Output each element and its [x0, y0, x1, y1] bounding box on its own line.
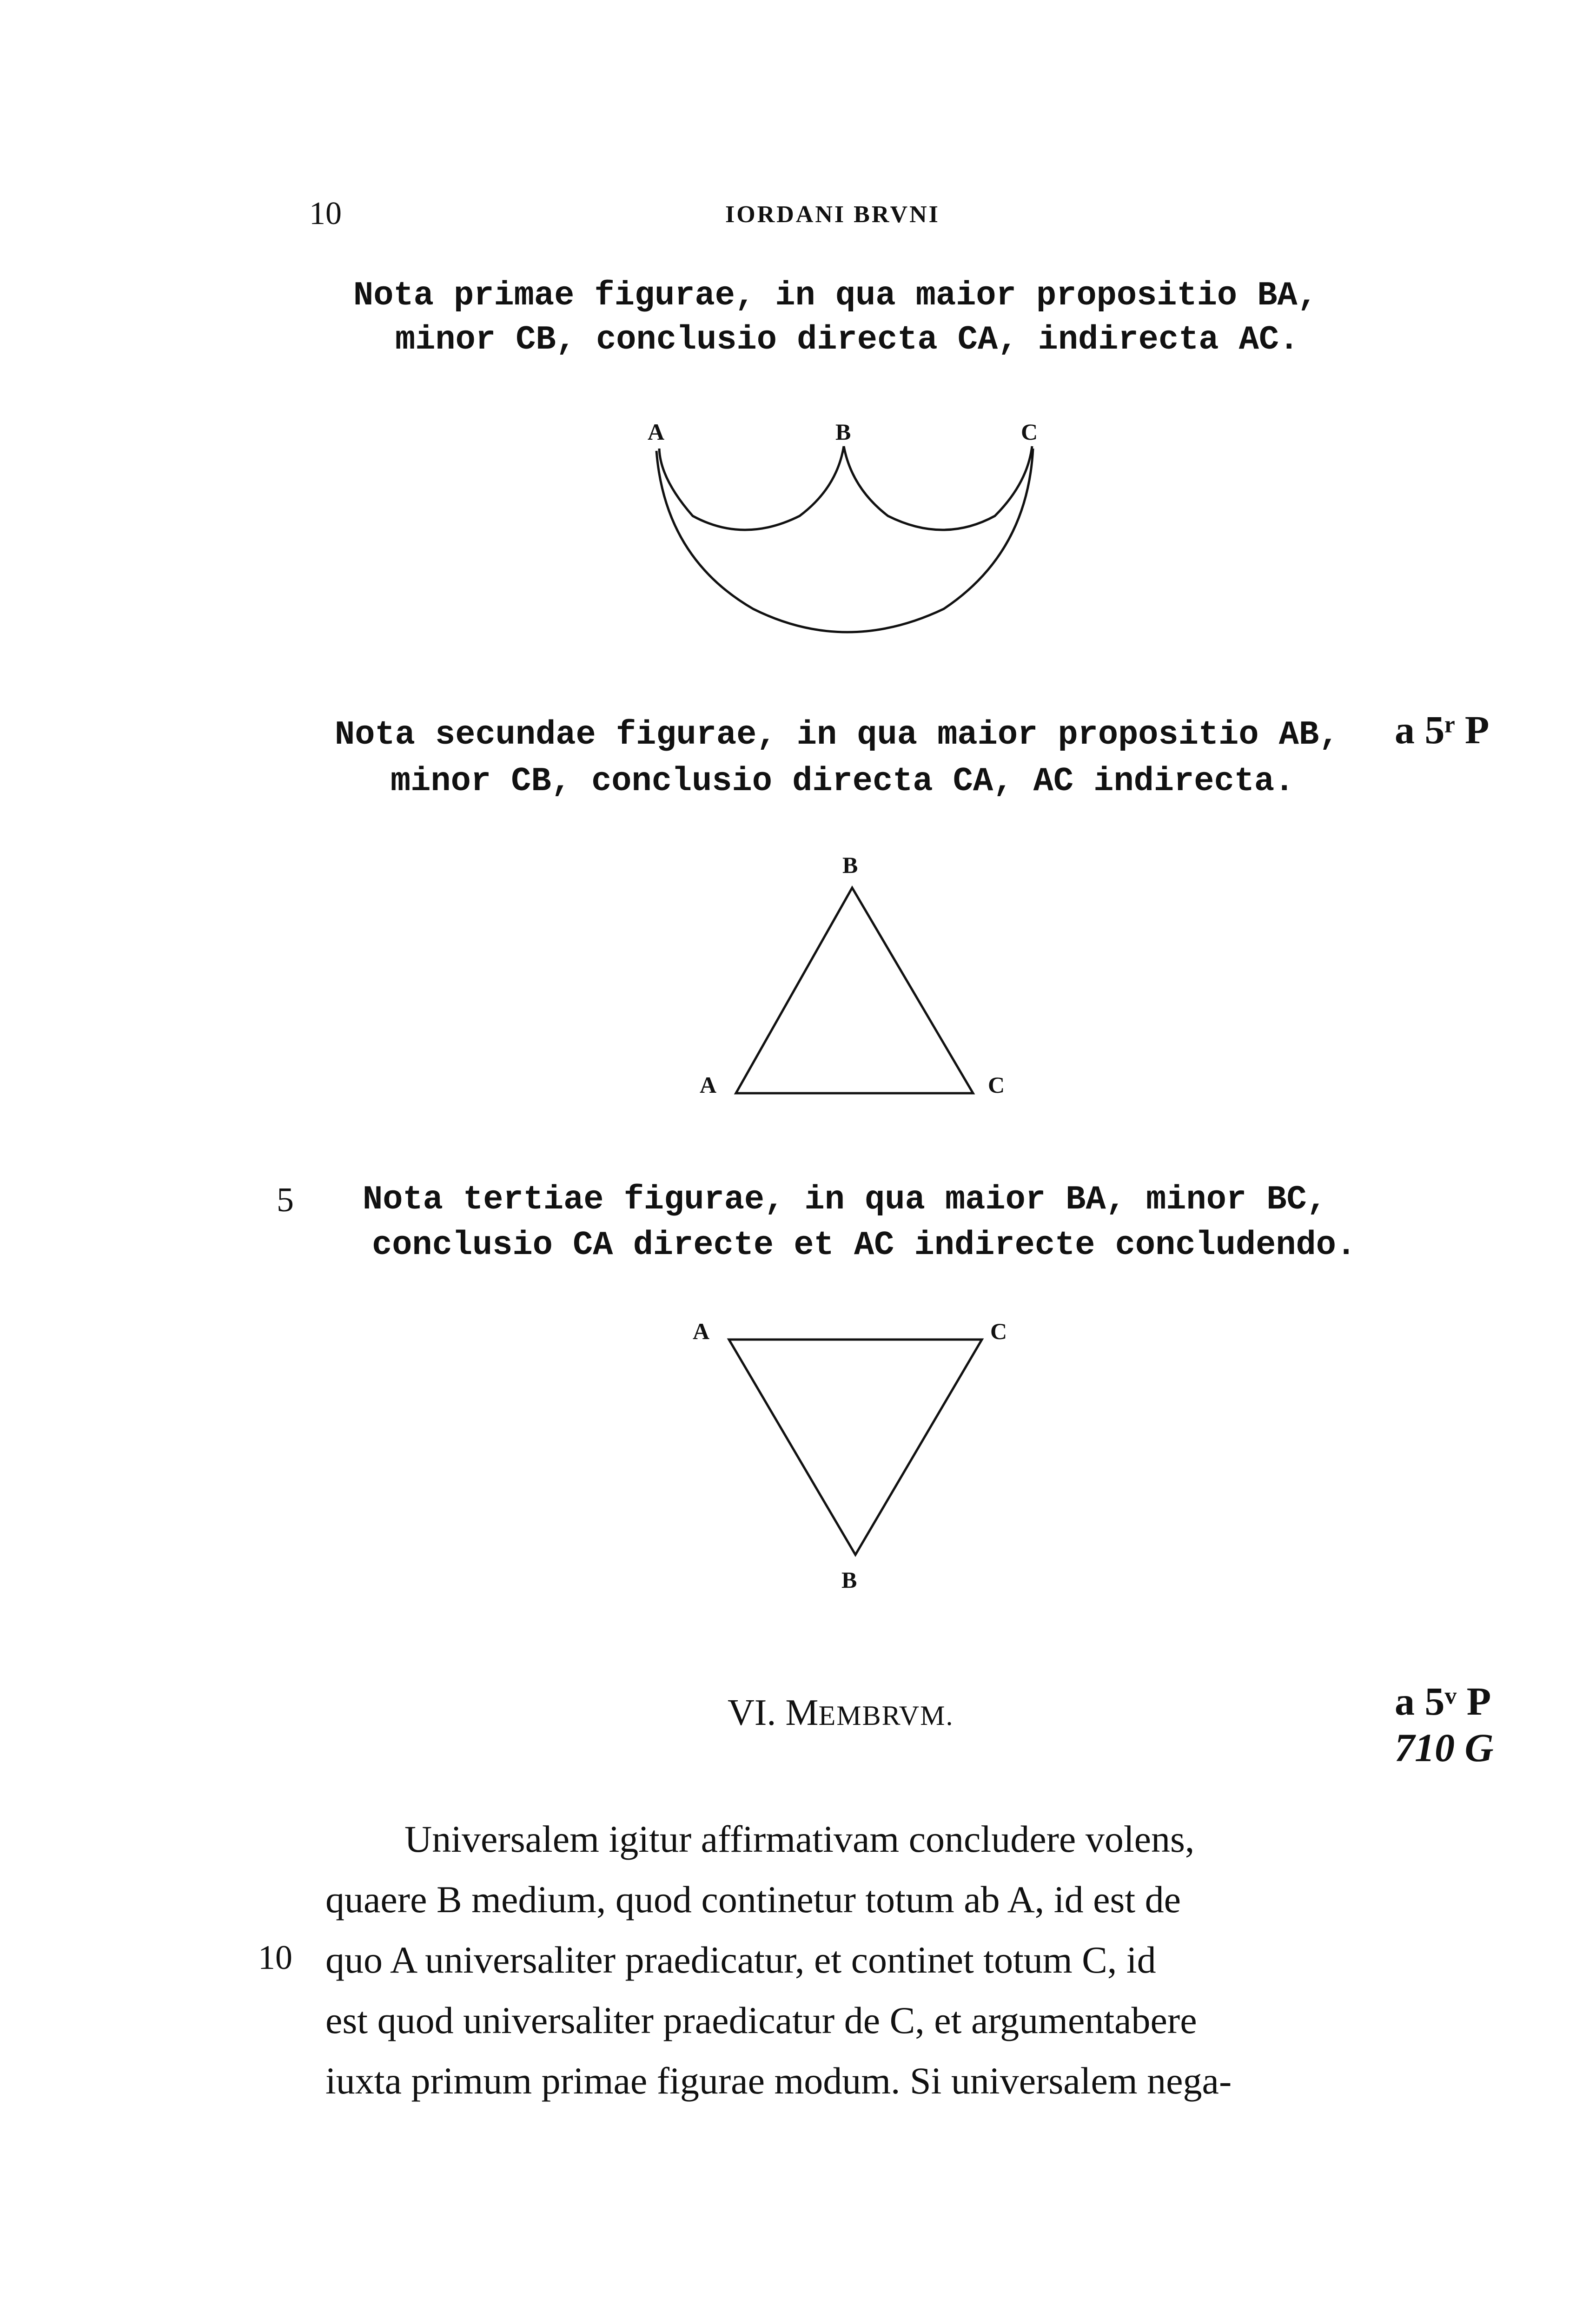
figure1-arc-ac: [656, 449, 1033, 632]
figure1-label-b: B: [835, 419, 851, 445]
figure3-diagram: [729, 1340, 982, 1555]
margin-note-5r: a 5ʳ P: [1395, 707, 1490, 752]
figure3-label-b: B: [841, 1567, 857, 1593]
figure2-diagram: [736, 888, 973, 1093]
figure3-caption-line1: Nota tertiae figurae, in qua maior BA, minor BC,: [363, 1181, 1327, 1219]
page-number: 10: [309, 196, 342, 231]
section-roman: VI.: [728, 1692, 776, 1733]
section-title-rest: EMBRVM.: [818, 1700, 954, 1731]
body-line-3: quo A universaliter praedicatur, et continet totum C, id: [325, 1939, 1156, 1981]
figure1-arc-ab: [659, 446, 844, 530]
margin-note-710g: 710 G: [1395, 1725, 1494, 1770]
figure1-diagram: [656, 446, 1033, 632]
figure1-caption-line1: Nota primae figurae, in qua maior propositio BA,: [353, 277, 1318, 315]
line-number-5: 5: [277, 1181, 294, 1219]
figure1-arc-bc: [844, 446, 1032, 530]
figure1-caption-line2: minor CB, conclusio directa CA, indirecta AC.: [395, 321, 1299, 359]
figure3-label-c: C: [990, 1318, 1007, 1344]
figure3-caption-line2: conclusio CA directe et AC indirecte concludendo.: [372, 1226, 1357, 1264]
figure1-label-c: C: [1021, 419, 1038, 445]
body-line-2: quaere B medium, quod continetur totum ab A, id est de: [325, 1878, 1181, 1921]
figure2-caption-line1: Nota secundae figurae, in qua maior propositio AB,: [335, 716, 1339, 754]
figure3-label-a: A: [693, 1318, 710, 1344]
section-title-initial: M: [785, 1692, 819, 1733]
figure2-label-c: C: [988, 1072, 1005, 1098]
body-line-5: iuxta primum primae figurae modum. Si universalem nega-: [325, 2060, 1232, 2102]
figure2-caption-line2: minor CB, conclusio directa CA, AC indirecta.: [391, 762, 1295, 800]
running-title: IORDANI BRVNI: [725, 201, 940, 228]
section-heading: [728, 1692, 954, 1734]
figure2-label-a: A: [700, 1072, 717, 1098]
body-line-4: est quod universaliter praedicatur de C, et argumentabere: [325, 1999, 1197, 2041]
figure2-triangle: [736, 888, 973, 1093]
margin-note-5v: a 5ᵛ P: [1395, 1679, 1491, 1723]
body-line-1: Universalem igitur affirmativam concludere volens,: [404, 1818, 1195, 1860]
figure1-label-a: A: [648, 419, 665, 445]
figure2-label-b: B: [842, 852, 858, 878]
line-number-10: 10: [258, 1939, 292, 1977]
figure3-triangle: [729, 1340, 982, 1555]
